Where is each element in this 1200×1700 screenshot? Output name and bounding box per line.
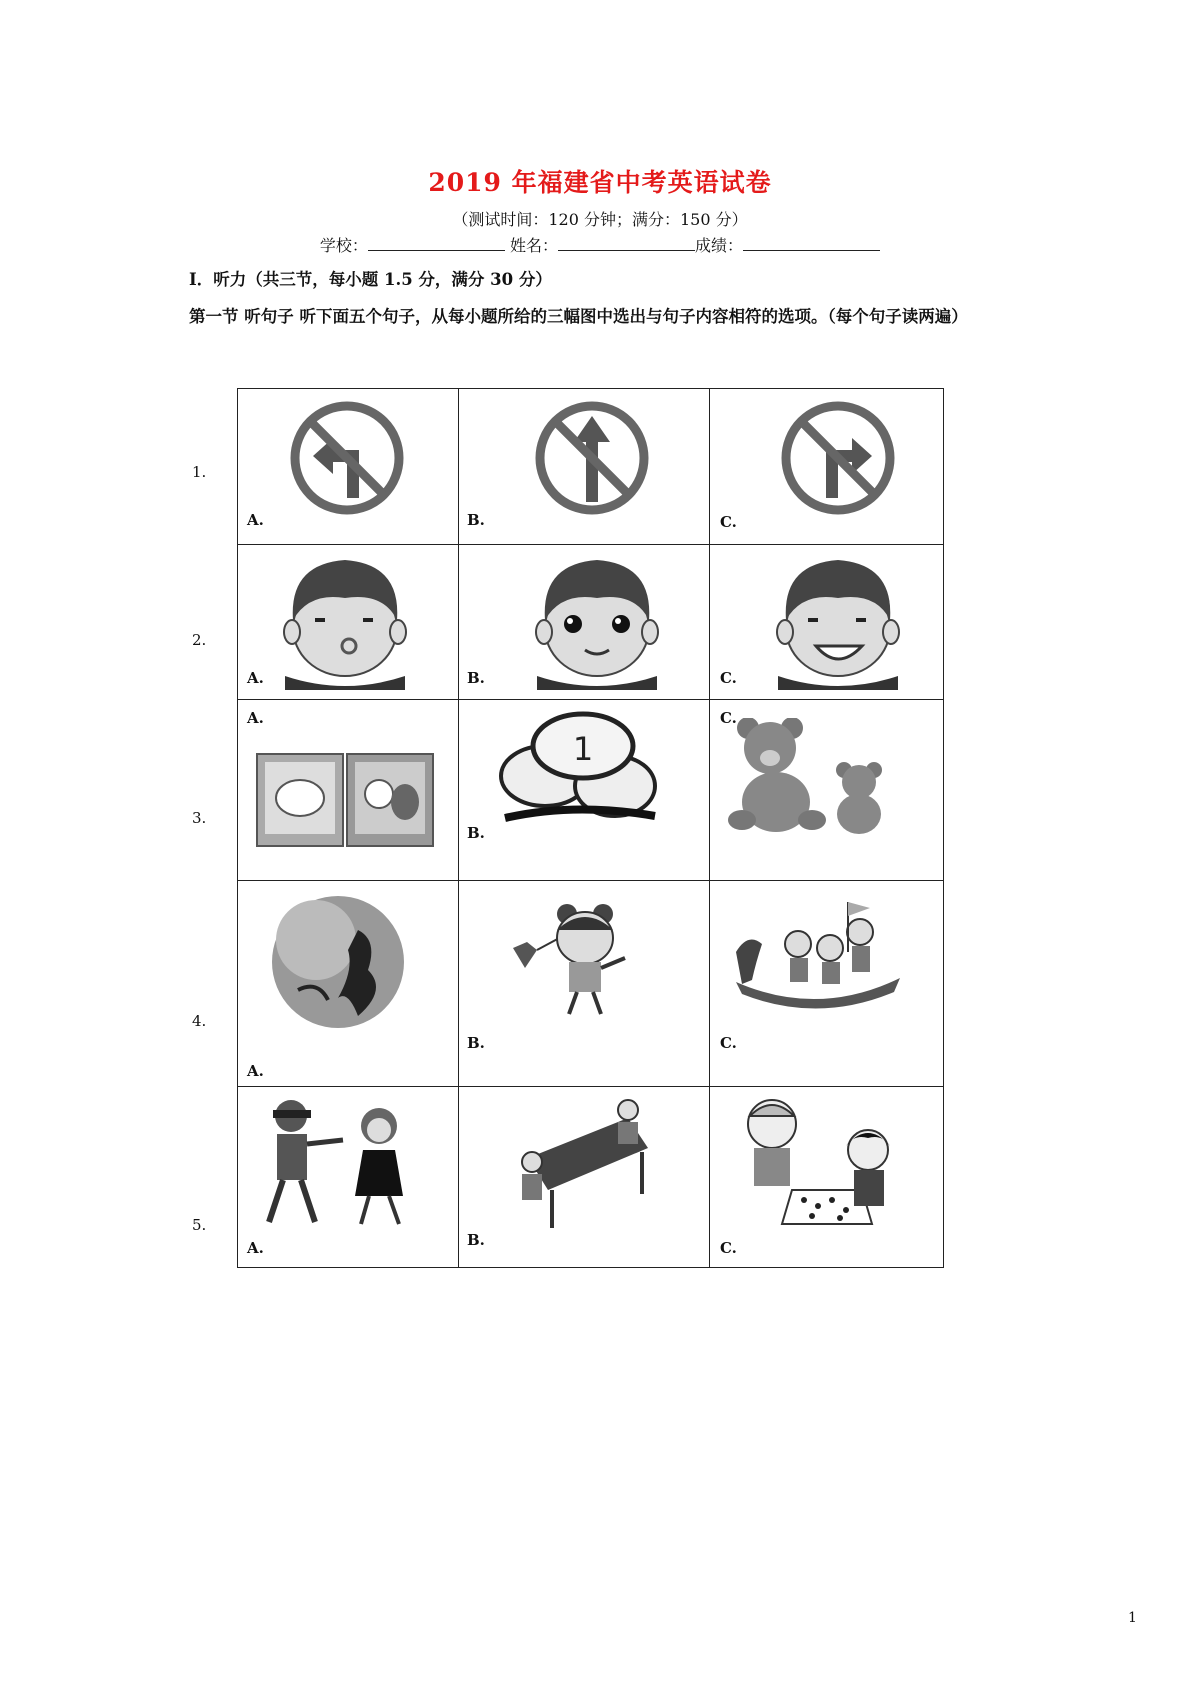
section-instruction: 第一节 听句子 听下面五个句子，从每小题所给的三幅图中选出与句子内容相符的选项。（每个句子读两遍）: [189, 307, 968, 326]
option-label: C.: [720, 1239, 737, 1257]
option-label: A.: [247, 1062, 264, 1080]
moon-chang-e-icon: [258, 890, 418, 1030]
table-tennis-icon: [508, 1098, 658, 1238]
firecracker-girl-icon: [497, 898, 667, 1018]
option-label: C.: [720, 709, 737, 727]
smiling-boy-face-icon: [527, 550, 667, 690]
exam-time-and-score: （测试时间：120 分钟；满分：150 分）: [452, 210, 748, 229]
stamps-icon: [255, 750, 435, 850]
blindfold-game-icon: [255, 1096, 435, 1236]
dragon-boat-icon: [728, 892, 908, 1022]
option-label: C.: [720, 669, 737, 687]
score-label: 成绩：: [695, 236, 744, 255]
option-label: C.: [720, 513, 737, 531]
question-number: 5.: [192, 1216, 207, 1234]
option-label: A.: [247, 709, 264, 727]
school-blank[interactable]: [368, 234, 505, 251]
playing-chess-icon: [732, 1094, 907, 1234]
option-label: C.: [720, 1034, 737, 1052]
page-number: 1: [1128, 1610, 1137, 1626]
no-left-turn-sign-icon: [287, 398, 407, 518]
option-label: A.: [247, 511, 264, 529]
option-label: B.: [467, 1034, 485, 1052]
school-label: 学校：: [319, 236, 368, 255]
coins-icon: [495, 706, 665, 836]
name-label: 姓名：: [510, 236, 559, 255]
question-number: 4.: [192, 1012, 207, 1030]
score-blank[interactable]: [743, 234, 880, 251]
section-heading: Ⅰ．听力（共三节，每小题 1.5 分，满分 30 分）: [189, 270, 552, 289]
no-straight-ahead-sign-icon: [532, 398, 652, 518]
name-blank[interactable]: [558, 234, 695, 251]
question-number: 3.: [192, 809, 207, 827]
option-label: A.: [247, 669, 264, 687]
laughing-boy-face-icon: [768, 550, 908, 690]
question-number: 2.: [192, 631, 207, 649]
student-info-line: [0, 233, 1200, 256]
svg-text:1: 1: [572, 730, 594, 768]
teddy-bears-icon: [728, 718, 898, 838]
question-number: 1.: [192, 463, 207, 481]
no-right-turn-sign-icon: [778, 398, 898, 518]
option-label: B.: [467, 511, 485, 529]
option-label: B.: [467, 824, 485, 842]
option-label: B.: [467, 669, 485, 687]
surprised-boy-face-icon: [275, 550, 415, 690]
option-label: A.: [247, 1239, 264, 1257]
exam-title: 2019 年福建省中考英语试卷: [428, 168, 772, 197]
option-label: B.: [467, 1231, 485, 1249]
